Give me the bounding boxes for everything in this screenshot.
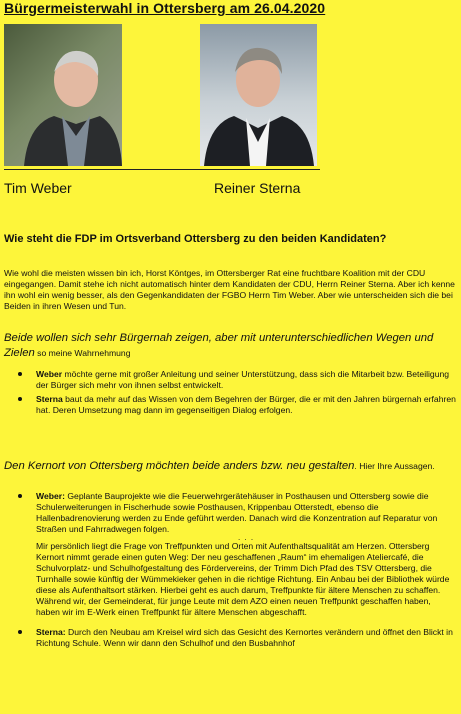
list-item [4, 627, 456, 649]
bullet-icon [18, 372, 22, 376]
bullet-text: Durch den Neubau am Kreisel wird sich das Gesicht des Kernortes verändern und öffnet den Blickt in Richtung Schule. Wenn wir dann den Schulhof und den Busbahnhof [36, 627, 453, 648]
section2-heading-text: Den Kernort von Ottersberg möchten beide anders bzw. neu gestalten [4, 460, 355, 472]
bullet-name: Sterna: [36, 627, 66, 637]
section1-heading-suffix: so meine Wahrnehmung [34, 348, 131, 358]
list-item [4, 491, 456, 624]
section1-heading [4, 331, 456, 361]
bullet-name: Weber: [36, 491, 65, 501]
bullet-name: Sterna [36, 394, 63, 404]
list-item [4, 394, 456, 416]
bullet-icon [18, 397, 22, 401]
list-item [4, 369, 456, 391]
sterna-portrait-image [200, 24, 317, 166]
candidate-name-sterna: Reiner Sterna [214, 180, 301, 196]
section2-bullet-list [4, 491, 456, 652]
weber-portrait-image [4, 24, 122, 166]
bullet-name: Weber [36, 369, 63, 379]
bullet-icon [18, 494, 22, 498]
divider-line [4, 169, 320, 170]
bullet-text-continued: Mir persönlich liegt die Frage von Treffpunkten und Orten mit Aufenthaltsqualität am Herzen. Ottersberg Kernort nimmt gerade einen guten Weg: Der neu geschaffenen „Raum“ im ehemaligen Ateliercafé, die Schulvorplatz- und Schulhofgestaltung des Fördervereins, der Trimm Dich Pfad des TSV Ottersberg, die Turnhalle sowie künftig der Wümmekieker gehen in die richtige Richtung. Ein Anbau bei der Bibliothek würde diese als Aufenthaltsort stärken. Hierbei geht es auch darum, Treffpunkte für ältere Menschen zu schaffen. Während wir, der Gemeinderat, für junge Leute mit dem AZO einen neuen Treffpunkt geschaffen haben, haben wir im E-Werk einen Treffpunkt für ältere Menschen abgeschafft. [36, 541, 450, 617]
section-question: Wie steht die FDP im Ortsverband Ottersberg zu den beiden Kandidaten? [4, 233, 387, 245]
bullet-icon [18, 630, 22, 634]
section1-bullet-list [4, 369, 456, 419]
page-title: Bürgermeisterwahl in Ottersberg am 26.04.2020 [4, 0, 326, 16]
section1-heading-text: Beide wollen sich sehr Bürgernah zeigen, aber mit unterunterschiedlichen Wegen und Zielen [4, 332, 434, 359]
bullet-text: Geplante Bauprojekte wie die Feuerwehrgerätehäuser in Posthausen und Ottersberg sowie die Schulerweiterungen in Fischerhude sowie Posthausen, Krippenbau Otterstedt, ebenso die Hallenbadrenovierung werden zu Ende geführt werden. Danach wird die Konzentration auf Reparatur von Straßen und Fahrradwegen folgen. [36, 491, 438, 534]
candidate-name-weber: Tim Weber [4, 180, 72, 196]
ellipsis-separator: . . . [237, 533, 255, 542]
bullet-text: möchte gerne mit großer Anleitung und seiner Unterstützung, dass sich die Mitarbeit bzw. Beteiligung der Bürger sich mehr von ihnen selbst entwickelt. [36, 369, 450, 390]
section2-heading [4, 459, 456, 474]
section2-heading-suffix: . Hier Ihre Aussagen. [354, 461, 435, 471]
intro-paragraph: Wie wohl die meisten wissen bin ich, Horst Köntges, im Ottersberger Rat eine fruchtbare Koalition mit der CDU eingegangen. Damit stehe ich nicht automatisch hinter dem Kandidaten der CDU, Herrn Reiner Sterna. Aber ich kenne ihn wohl ein wenig besser, als den Gegenkandidaten der FGBO Herrn Tim Weber. Aber wie unterscheiden sich die bei Beiden in ihren Wesen und Tun. [4, 268, 455, 311]
bullet-text: baut da mehr auf das Wissen von dem Begehren der Bürger, die er mit den Jahren bürgernah erfahren hat. Deren Umsetzung mag dann im gegenseitigen Dialog erfolgen. [36, 394, 456, 415]
